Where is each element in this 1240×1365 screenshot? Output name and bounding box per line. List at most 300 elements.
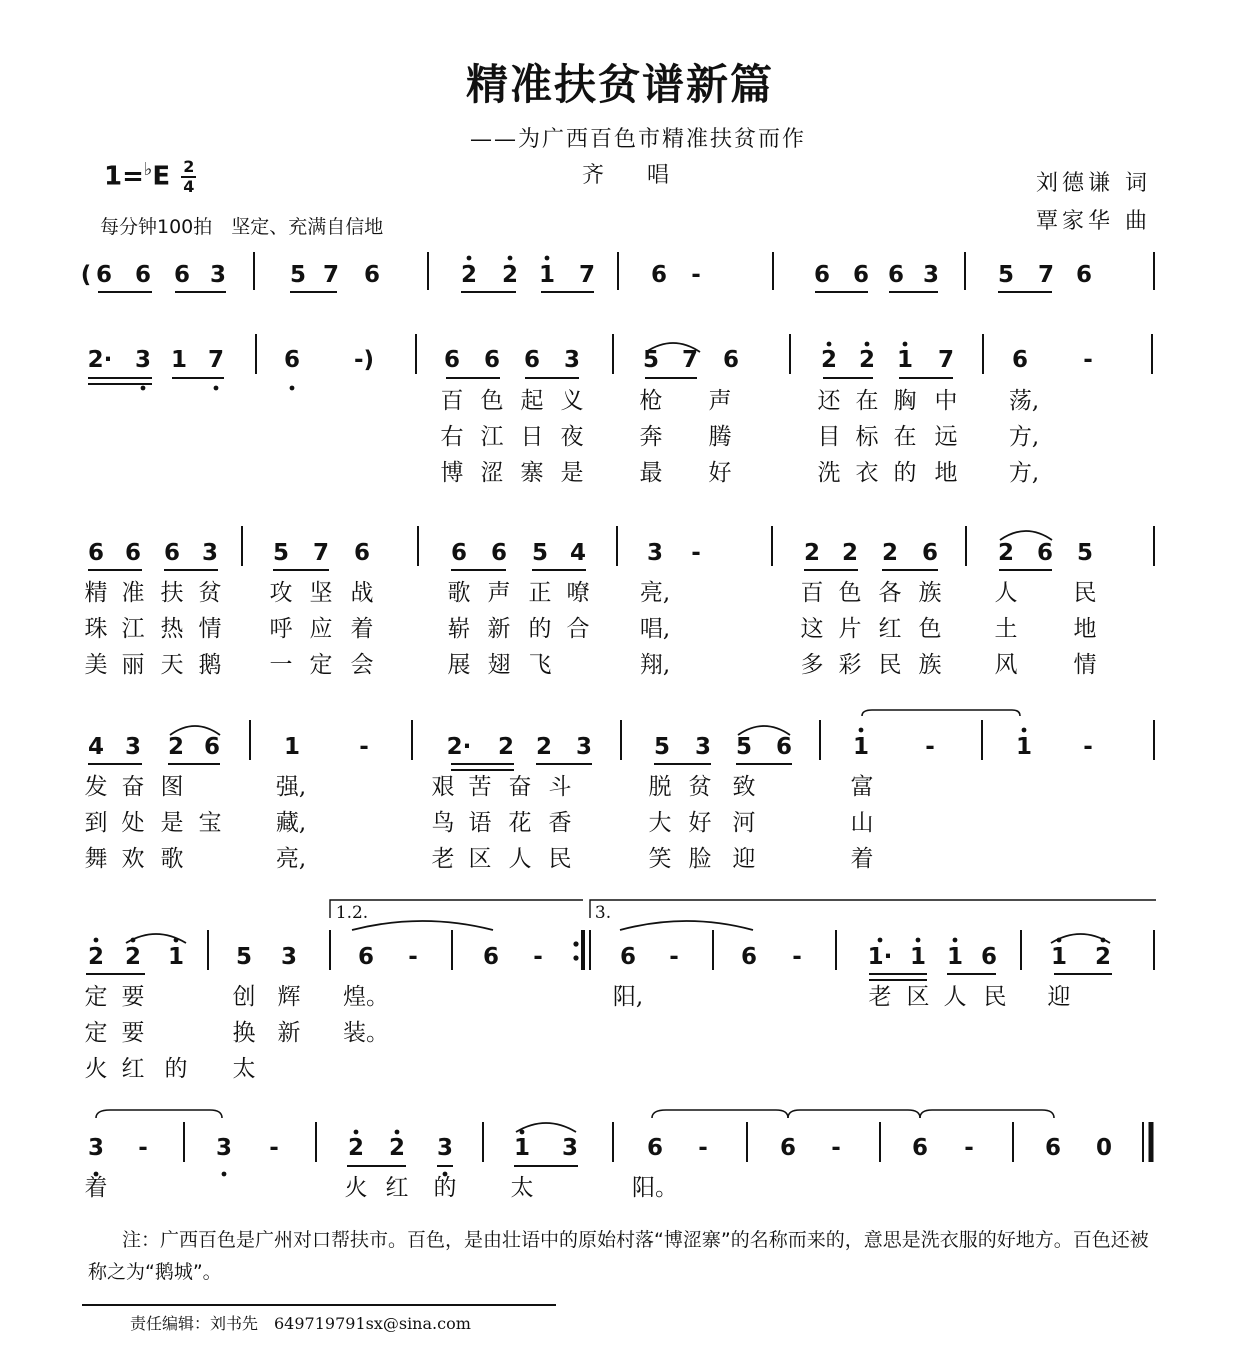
note: - xyxy=(691,540,701,566)
lyric-verse-1: 坚 xyxy=(309,580,333,606)
note: 5 xyxy=(997,262,1015,288)
lyric-verse-1: 脱 xyxy=(648,774,672,800)
note: 2 xyxy=(803,540,821,566)
note: 7 xyxy=(578,262,596,288)
lyric-verse-1: 贫 xyxy=(688,774,712,800)
note: 2 xyxy=(501,262,519,288)
note: 4 xyxy=(569,540,587,566)
octave-dot xyxy=(467,256,472,261)
lyric-verse-1: 百 xyxy=(440,388,464,414)
note: 2 xyxy=(881,540,899,566)
note: 3 xyxy=(694,734,712,760)
lyric-verse-2: 合 xyxy=(566,616,590,642)
note: 5 xyxy=(272,540,290,566)
octave-dot xyxy=(214,386,219,391)
note: 7 xyxy=(1037,262,1055,288)
lyric-verse-1: 奋 xyxy=(508,774,532,800)
octave-dot xyxy=(290,386,295,391)
note: 3 xyxy=(646,540,664,566)
lyric-verse-2: 宝 xyxy=(198,810,222,836)
lyric-verse-3: 定 xyxy=(309,652,333,678)
note: 1 xyxy=(167,944,185,970)
lyric-verse-3: 一 xyxy=(269,652,293,678)
note: 5 xyxy=(653,734,671,760)
lyric-verse-2: 新 xyxy=(277,1020,301,1046)
note: 6 xyxy=(646,1135,664,1161)
note: 2 xyxy=(497,734,515,760)
note: -) xyxy=(353,347,375,373)
volta-bracket xyxy=(590,900,1156,918)
lyric-verse-3: 是 xyxy=(560,460,584,486)
lyric-verse-1: 亮, xyxy=(639,580,671,606)
note: - xyxy=(138,1135,148,1161)
lyric-verse-1: 色 xyxy=(838,580,862,606)
slur xyxy=(516,1123,576,1132)
note: 6 xyxy=(650,262,668,288)
note: 3 xyxy=(201,540,219,566)
octave-dot xyxy=(916,938,921,943)
lyric-verse-2: 在 xyxy=(893,424,917,450)
repeat-dot xyxy=(573,941,578,946)
lyric-verse-3: 的 xyxy=(164,1056,188,1082)
lyric-verse-1: 阳, xyxy=(612,984,644,1010)
lyric-verse-2: 呼 xyxy=(269,616,293,642)
lyric-verse-1: 奋 xyxy=(121,774,145,800)
note: 1 xyxy=(538,262,556,288)
note: 1 xyxy=(1015,734,1033,760)
lyric-verse-3: 情 xyxy=(1073,652,1097,678)
lyric-verse-1: 精 xyxy=(84,580,108,606)
lyric-verse-2: 唱, xyxy=(639,616,671,642)
lyric-verse-1: 声 xyxy=(487,580,511,606)
lyric-verse-1: 声 xyxy=(708,388,732,414)
note: 6 xyxy=(95,262,113,288)
note: - xyxy=(1083,734,1093,760)
lyric-verse-3: 翅 xyxy=(487,652,511,678)
note: 5 xyxy=(735,734,753,760)
lyric-verse-3: 寨 xyxy=(520,460,544,486)
lyric-verse-1: 人 xyxy=(943,984,967,1010)
lyric-verse-1: 辉 xyxy=(277,984,301,1010)
lyric-verse-2: 远 xyxy=(934,424,958,450)
note: 6 xyxy=(1075,262,1093,288)
lyric-verse-3: 展 xyxy=(447,652,471,678)
note: 7 xyxy=(322,262,340,288)
slur xyxy=(620,921,753,930)
note: 1 xyxy=(283,734,301,760)
note: 6 xyxy=(87,540,105,566)
lyric-verse-3: 彩 xyxy=(838,652,862,678)
lyric-verse-3: 笑 xyxy=(648,846,672,872)
lyric-verse-3: 博 xyxy=(440,460,464,486)
lyric-verse-3: 鹅 xyxy=(198,652,222,678)
lyric-verse-2: 色 xyxy=(918,616,942,642)
lyric-verse-1: 民 xyxy=(983,984,1007,1010)
lyric-verse-3: 会 xyxy=(350,652,374,678)
note: - xyxy=(925,734,935,760)
lyric-verse-3: 舞 xyxy=(84,846,108,872)
note: 2· xyxy=(87,347,113,373)
lyric-verse-3: 好 xyxy=(708,460,732,486)
slur xyxy=(1000,531,1052,540)
lyric-verse-2: 红 xyxy=(878,616,902,642)
lyric-verse-1: 起 xyxy=(520,388,544,414)
lyric-verse-2: 这 xyxy=(800,616,824,642)
volta-2-label: 3. xyxy=(594,903,612,923)
lyric-verse-3: 风 xyxy=(994,652,1018,678)
note: 6 xyxy=(779,1135,797,1161)
lyric-verse-2: 新 xyxy=(487,616,511,642)
lyric-verse-1: 迎 xyxy=(1047,984,1071,1010)
lyric-verse-1: 色 xyxy=(480,388,504,414)
note: 6 xyxy=(450,540,468,566)
note: 1 xyxy=(170,347,188,373)
lyric-verse-3: 丽 xyxy=(121,652,145,678)
lyric-verse-2: 鸟 xyxy=(431,810,455,836)
lyric-verse-3: 飞 xyxy=(528,652,552,678)
note: 5 xyxy=(642,347,660,373)
note: 2 xyxy=(841,540,859,566)
note: 6 xyxy=(163,540,181,566)
octave-dot xyxy=(859,728,864,733)
lyric-ending: 阳。 xyxy=(632,1175,678,1201)
note: 6 xyxy=(1011,347,1029,373)
note: 6 xyxy=(740,944,758,970)
note: 2 xyxy=(87,944,105,970)
note: 1 xyxy=(513,1135,531,1161)
note: 3 xyxy=(209,262,227,288)
lyric-verse-1: 图 xyxy=(160,774,184,800)
lyric-verse-2: 定 xyxy=(84,1020,108,1046)
lyric-verse-1: 中 xyxy=(934,388,958,414)
lyric-verse-3: 迎 xyxy=(732,846,756,872)
note: 6 xyxy=(483,347,501,373)
lyric-verse-3: 族 xyxy=(918,652,942,678)
lyric-verse-2: 着 xyxy=(350,616,374,642)
lyric-verse-1: 民 xyxy=(1073,580,1097,606)
lyric-verse-3: 老 xyxy=(431,846,455,872)
note: - xyxy=(964,1135,974,1161)
lyric-verse-1: 老 xyxy=(868,984,892,1010)
note: - xyxy=(691,262,701,288)
lyric-verse-3: 民 xyxy=(548,846,572,872)
lyric-verse-3: 地 xyxy=(934,460,958,486)
lyric-verse-1: 义 xyxy=(560,388,584,414)
song-title: 精准扶贫谱新篇 xyxy=(465,60,774,109)
lyric-verse-3: 着 xyxy=(850,846,874,872)
octave-dot xyxy=(903,342,908,347)
note: 2 xyxy=(167,734,185,760)
lyric-verse-2: 情 xyxy=(198,616,222,642)
lyric-verse-2: 河 xyxy=(732,810,756,836)
note: 1 xyxy=(1050,944,1068,970)
octave-dot xyxy=(94,938,99,943)
note: 2· xyxy=(446,734,472,760)
footnote: 注：广西百色是广州对口帮扶市。百色，是由壮语中的原始村落“博涩寨”的名称而来的，意思是洗衣服的好地方。百色还被称之为“鹅城”。 xyxy=(88,1229,1149,1283)
lyric-verse-2: 右 xyxy=(440,424,464,450)
note: 3 xyxy=(134,347,152,373)
lyric-verse-1: 发 xyxy=(84,774,108,800)
note: 1 xyxy=(852,734,870,760)
lyric-verse-2: 标 xyxy=(855,424,879,450)
lyric-ending: 的 xyxy=(433,1175,457,1201)
lyric-verse-1: 荡, xyxy=(1008,388,1040,414)
note: - xyxy=(831,1135,841,1161)
note: 1 xyxy=(909,944,927,970)
lyric-verse-3: 火 xyxy=(84,1056,108,1082)
lyric-verse-1: 嘹 xyxy=(566,580,590,606)
note: - xyxy=(1083,347,1093,373)
octave-dot xyxy=(1022,728,1027,733)
lyric-verse-3: 的 xyxy=(893,460,917,486)
editor-divider xyxy=(82,1304,556,1306)
lyric-verse-2: 江 xyxy=(480,424,504,450)
lyric-verse-1: 要 xyxy=(121,984,145,1010)
note: 2 xyxy=(820,347,838,373)
note: 7 xyxy=(937,347,955,373)
note: 2 xyxy=(535,734,553,760)
lyric-verse-3: 欢 xyxy=(121,846,145,872)
note: - xyxy=(698,1135,708,1161)
lyric-verse-3: 洗 xyxy=(817,460,841,486)
octave-dot xyxy=(545,256,550,261)
note: 6 xyxy=(283,347,301,373)
key-note: E xyxy=(152,161,171,192)
repeat-dot xyxy=(573,955,578,960)
lyric-verse-3: 天 xyxy=(160,652,184,678)
lyric-verse-3: 方, xyxy=(1008,460,1040,486)
note: 3 xyxy=(87,1135,105,1161)
note: 1 xyxy=(896,347,914,373)
lyric-ending: 着 xyxy=(84,1175,108,1201)
note: 2 xyxy=(388,1135,406,1161)
tie xyxy=(920,1110,1054,1118)
note: 6 xyxy=(124,540,142,566)
octave-dot xyxy=(878,938,883,943)
lyric-verse-1: 富 xyxy=(850,774,874,800)
lyric-ending: 火 xyxy=(344,1175,368,1201)
lyric-verse-1: 战 xyxy=(350,580,374,606)
octave-dot xyxy=(354,1130,359,1135)
note: 2 xyxy=(460,262,478,288)
note: 7 xyxy=(312,540,330,566)
lyric-verse-1: 在 xyxy=(855,388,879,414)
lyric-verse-2: 片 xyxy=(838,616,862,642)
lyric-verse-3: 歌 xyxy=(160,846,184,872)
lyricist-credit: 刘德谦 词 xyxy=(1036,171,1151,196)
lyric-verse-3: 民 xyxy=(878,652,902,678)
lyric-verse-2: 奔 xyxy=(639,424,663,450)
note: 6 xyxy=(482,944,500,970)
lyric-verse-3: 人 xyxy=(508,846,532,872)
note: 6 xyxy=(619,944,637,970)
note: 6 xyxy=(852,262,870,288)
lyric-verse-1: 人 xyxy=(994,580,1018,606)
note: 6 xyxy=(353,540,371,566)
lyric-verse-3: 脸 xyxy=(688,846,712,872)
note: 3 xyxy=(124,734,142,760)
note: 3 xyxy=(563,347,581,373)
lyric-verse-2: 夜 xyxy=(560,424,584,450)
octave-dot xyxy=(141,386,146,391)
note: 3 xyxy=(922,262,940,288)
note: 4 xyxy=(87,734,105,760)
lyric-verse-1: 歌 xyxy=(447,580,471,606)
note: 7 xyxy=(207,347,225,373)
lyric-verse-1: 煌。 xyxy=(343,984,389,1010)
composer-credit: 覃家华 曲 xyxy=(1036,209,1151,234)
flat-sign: ♭ xyxy=(143,158,153,180)
performance-style: 齐 唱 xyxy=(582,163,687,188)
lyric-verse-2: 好 xyxy=(688,810,712,836)
lyric-verse-1: 枪 xyxy=(639,388,663,414)
note: 6 xyxy=(722,347,740,373)
lyric-verse-1: 还 xyxy=(817,388,841,414)
note: 6 xyxy=(443,347,461,373)
key-prefix: 1= xyxy=(104,161,144,192)
note: - xyxy=(533,944,543,970)
tie xyxy=(96,1110,222,1118)
lyric-verse-1: 艰 xyxy=(431,774,455,800)
lyric-verse-2: 目 xyxy=(817,424,841,450)
note: 2 xyxy=(124,944,142,970)
note: 2 xyxy=(997,540,1015,566)
note: - xyxy=(269,1135,279,1161)
lyric-verse-3: 红 xyxy=(121,1056,145,1082)
note: 6 xyxy=(921,540,939,566)
lyric-verse-2: 换 xyxy=(232,1020,256,1046)
lyric-verse-2: 应 xyxy=(309,616,333,642)
tie xyxy=(652,1110,788,1118)
note: 3 xyxy=(575,734,593,760)
note: 1· xyxy=(867,944,893,970)
tie xyxy=(788,1110,920,1118)
note: - xyxy=(408,944,418,970)
lyric-verse-2: 香 xyxy=(548,810,572,836)
lyric-verse-3: 太 xyxy=(232,1056,256,1082)
note: 6 xyxy=(363,262,381,288)
lyric-verse-2: 藏, xyxy=(275,810,307,836)
lyric-verse-2: 日 xyxy=(520,424,544,450)
octave-dot xyxy=(827,342,832,347)
lyric-verse-2: 的 xyxy=(528,616,552,642)
slur xyxy=(352,921,493,930)
lyric-verse-2: 土 xyxy=(994,616,1018,642)
note: 3 xyxy=(280,944,298,970)
lyric-verse-2: 花 xyxy=(508,810,532,836)
lyric-verse-2: 珠 xyxy=(84,616,108,642)
note: 3 xyxy=(436,1135,454,1161)
lyric-verse-1: 百 xyxy=(800,580,824,606)
note: 6 xyxy=(887,262,905,288)
lyric-verse-1: 各 xyxy=(878,580,902,606)
lyric-ending: 太 xyxy=(510,1175,534,1201)
lyric-verse-3: 最 xyxy=(639,460,663,486)
note: 2 xyxy=(1094,944,1112,970)
octave-dot xyxy=(865,342,870,347)
lyric-verse-1: 准 xyxy=(121,580,145,606)
note: 6 xyxy=(357,944,375,970)
lyric-verse-1: 斗 xyxy=(548,774,572,800)
octave-dot xyxy=(395,1130,400,1135)
note: 6 xyxy=(980,944,998,970)
note: 0 xyxy=(1095,1135,1113,1161)
note: 1 xyxy=(946,944,964,970)
paren: ( xyxy=(80,262,92,288)
lyric-verse-3: 翔, xyxy=(639,652,671,678)
volta-1-label: 1.2. xyxy=(335,903,369,923)
tempo-marking: 每分钟100拍 坚定、充满自信地 xyxy=(100,216,384,238)
lyric-verse-1: 创 xyxy=(232,984,256,1010)
lyric-verse-1: 强, xyxy=(275,774,307,800)
lyric-verse-2: 崭 xyxy=(447,616,471,642)
lyric-verse-1: 区 xyxy=(906,984,930,1010)
lyric-verse-2: 江 xyxy=(121,616,145,642)
lyric-verse-1: 胸 xyxy=(893,388,917,414)
octave-dot xyxy=(953,938,958,943)
lyric-verse-2: 山 xyxy=(850,810,874,836)
lyric-verse-2: 大 xyxy=(648,810,672,836)
note: 5 xyxy=(531,540,549,566)
lyric-verse-2: 处 xyxy=(121,810,145,836)
lyric-verse-3: 多 xyxy=(800,652,824,678)
lyric-verse-1: 攻 xyxy=(269,580,293,606)
tie xyxy=(862,710,1020,716)
note: 2 xyxy=(858,347,876,373)
lyric-verse-1: 苦 xyxy=(468,774,492,800)
lyric-verse-1: 定 xyxy=(84,984,108,1010)
note: 5 xyxy=(235,944,253,970)
editor-credit: 责任编辑：刘书先 649719791sx@sina.com xyxy=(130,1314,471,1333)
lyric-verse-1: 贫 xyxy=(198,580,222,606)
lyric-verse-2: 要 xyxy=(121,1020,145,1046)
note: 6 xyxy=(203,734,221,760)
lyric-verse-3: 亮, xyxy=(275,846,307,872)
note: 6 xyxy=(173,262,191,288)
note: 3 xyxy=(215,1135,233,1161)
note: 6 xyxy=(1036,540,1054,566)
note: 6 xyxy=(1044,1135,1062,1161)
lyric-verse-2: 地 xyxy=(1073,616,1097,642)
note: - xyxy=(359,734,369,760)
lyric-verse-2: 是 xyxy=(160,810,184,836)
time-top: 2 xyxy=(183,157,195,176)
note: 6 xyxy=(134,262,152,288)
lyric-verse-3: 区 xyxy=(468,846,492,872)
lyric-verse-2: 腾 xyxy=(708,424,732,450)
octave-dot xyxy=(508,256,513,261)
lyric-verse-2: 语 xyxy=(468,810,492,836)
song-subtitle: ——为广西百色市精准扶贫而作 xyxy=(470,127,807,152)
note: 3 xyxy=(561,1135,579,1161)
note: 6 xyxy=(490,540,508,566)
lyric-verse-1: 致 xyxy=(732,774,756,800)
note: 2 xyxy=(347,1135,365,1161)
lyric-verse-3: 涩 xyxy=(480,460,504,486)
lyric-verse-1: 正 xyxy=(528,580,552,606)
lyric-verse-2: 装。 xyxy=(343,1020,389,1046)
lyric-verse-2: 到 xyxy=(84,810,108,836)
note: 7 xyxy=(681,347,699,373)
time-bottom: 4 xyxy=(183,177,195,196)
lyric-ending: 红 xyxy=(385,1175,409,1201)
octave-dot xyxy=(222,1172,227,1177)
note: 6 xyxy=(911,1135,929,1161)
lyric-verse-3: 美 xyxy=(84,652,108,678)
note: 5 xyxy=(1076,540,1094,566)
lyric-verse-1: 族 xyxy=(918,580,942,606)
note: - xyxy=(669,944,679,970)
